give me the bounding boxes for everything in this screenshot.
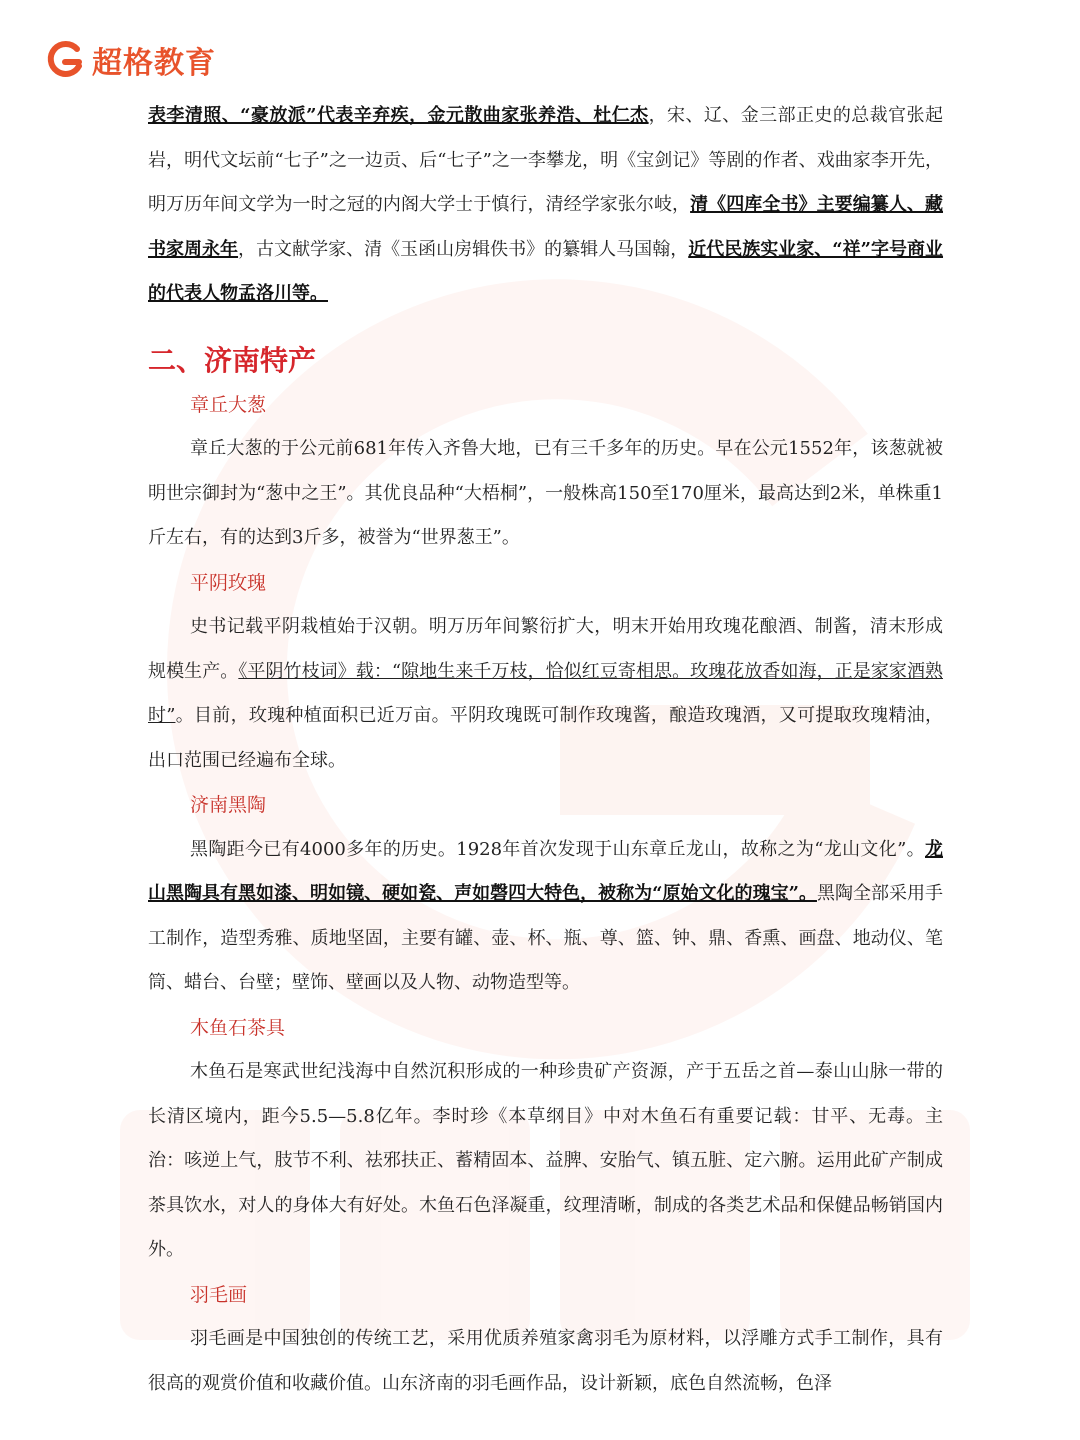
brand-g-logo-icon [44,39,86,81]
item-text-pingyin-rose [148,605,943,783]
item-text-zhangqiu-scallion: 章丘大葱的于公元前681年传入齐鲁大地，已有三千多年的历史。早在公元1552年，该葱就被明世宗御封为“葱中之王”。其优良品种“大梧桐”，一般株高150至170厘米，最高达到2米，单株重1斤左右，有的达到3斤多，被誉为“世界葱王”。 [148,438,943,548]
item-title-muyu-stone: 木鱼石茶具 [190,1016,286,1039]
item-title-pingyin-rose: 平阴玫瑰 [190,571,267,594]
item-text-feather-painting: 羽毛画是中国独创的传统工艺，采用优质养殖家禽羽毛为原材料，以浮雕方式手工制作，具有很高的观赏价值和收藏价值。山东济南的羽毛画作品，设计新颖，底色自然流畅，色泽 [148,1328,943,1394]
rose-poem-quote: 《平阴竹枝词》载：“隙地生来千万枝，恰似红豆寄相思。玫瑰花放香如海，正是家家酒熟时” [148,660,944,726]
rose-text-a: 史书记载平阴栽植始于汉朝。明万历年间繁衍扩大，明末开始用玫瑰花酿酒、制酱，清末形成规模生产。 [148,616,943,682]
item-text-muyu-stone: 木鱼石是寒武世纪浅海中自然沉积形成的一种珍贵矿产资源，产于五岳之首—泰山山脉一带的长清区境内，距今5.5—5.8亿年。李时珍《本草纲目》中对木鱼石有重要记载：甘平、无毒。主治：咳逆上气，肢节不利、祛邪扶正、蓄精固本、益脾、安胎气、镇五脏、定六腑。运用此矿产制成茶具饮水，对人的身体大有好处。木鱼石色泽凝重，纹理清晰，制成的各类艺术品和保健品畅销国内外。 [148,1061,943,1260]
intro-text-1: ，宋、辽、金三部正史的总裁官张起岩，明代文坛前“七子”之一边贡、后“七子”之一李攀龙，明《宝剑记》等剧的作者、戏曲家李开先，明万历年间文学为一时之冠的内阁大学士于慎行，清经学家张尔岐， [148,105,943,215]
section-title: 二、济南特产 [148,343,317,377]
pottery-text-a: 黑陶距今已有4000多年的历史。1928年首次发现于山东章丘龙山，故称之为“龙山文化”。 [190,838,925,860]
brand-header [44,36,216,84]
pottery-highlight: 龙山黑陶具有黑如漆、明如镜、硬如瓷、声如磬四大特色，被称为“原始文化的瑰宝”。 [148,838,943,904]
intro-highlight-3: 近代民族实业家、“祥”字号商业的代表人物孟洛川等。 [148,238,944,304]
rose-text-b: 。目前，玫瑰种植面积已近万亩。平阴玫瑰既可制作玫瑰酱，酿造玫瑰酒，又可提取玫瑰精油，出口范围已经遍布全球。 [148,705,944,771]
intro-text-2: ，古文献学家、清《玉函山房辑佚书》的纂辑人马国翰， [238,238,689,260]
item-title-black-pottery: 济南黑陶 [190,794,267,816]
intro-highlight-2: 清《四库全书》主要编纂人、藏书家周永年 [148,194,943,260]
intro-highlight-1: 表李清照、“豪放派”代表辛弃疾，金元散曲家张养浩、杜仁杰 [148,105,649,126]
document-body [148,94,943,1406]
intro-paragraph [148,94,943,317]
item-text-black-pottery [148,828,943,1006]
item-title-zhangqiu-scallion: 章丘大葱 [190,393,267,416]
pottery-text-b: 黑陶全部采用手工制作，造型秀雅、质地坚固，主要有罐、壶、杯、瓶、尊、篮、钟、鼎、香熏、画盘、地动仪、笔筒、蜡台、台壁；壁饰、壁画以及人物、动物造型等。 [148,883,943,993]
item-title-feather-painting: 羽毛画 [190,1283,248,1306]
brand-name: 超格教育 [92,46,216,81]
